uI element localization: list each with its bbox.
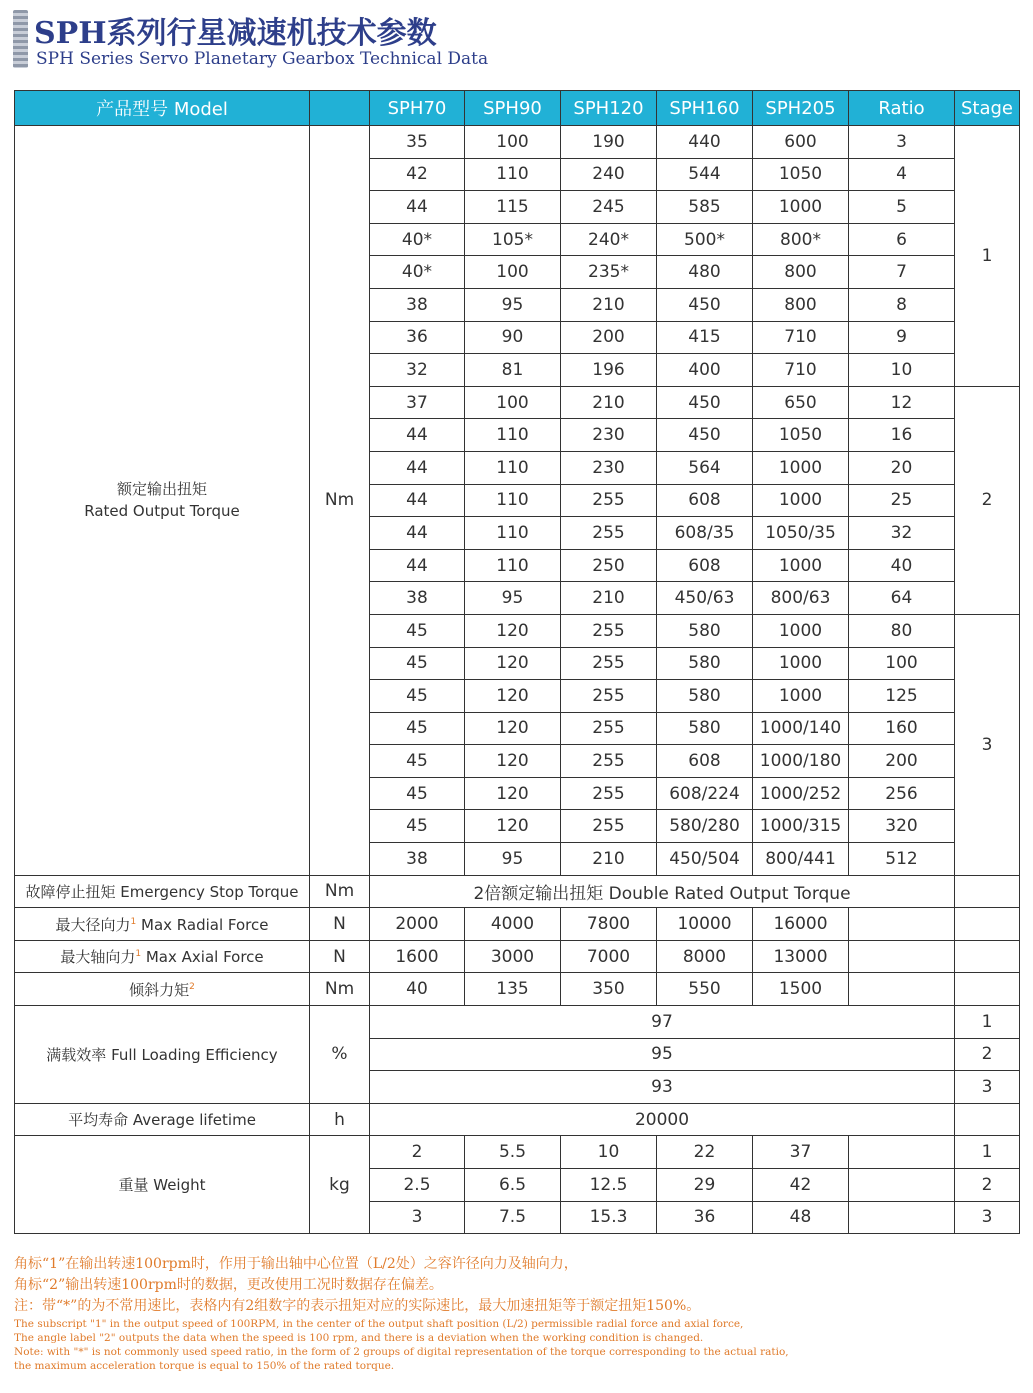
empty-cell <box>849 1136 955 1169</box>
table-cell: 2000 <box>370 908 465 941</box>
table-cell: 29 <box>657 1169 753 1202</box>
table-cell: 45 <box>370 647 465 680</box>
table-cell: 256 <box>849 777 955 810</box>
radial-superscript: 1 <box>130 916 137 927</box>
table-cell: 45 <box>370 810 465 843</box>
table-cell: 4000 <box>465 908 561 941</box>
table-cell: 40* <box>370 256 465 289</box>
table-row <box>15 973 1020 1006</box>
table-cell: 160 <box>849 712 955 745</box>
column-header: SPH70 <box>370 91 465 126</box>
table-cell: 40 <box>849 549 955 582</box>
table-cell: 45 <box>370 745 465 778</box>
table-cell: 5 <box>849 191 955 224</box>
table-cell: 36 <box>370 321 465 354</box>
table-cell: 564 <box>657 451 753 484</box>
table-cell: 42 <box>753 1169 849 1202</box>
table-cell: 20 <box>849 451 955 484</box>
empty-cell <box>849 1169 955 1202</box>
rated-torque-label <box>15 126 310 876</box>
table-row <box>15 126 1020 159</box>
table-cell: 95 <box>465 582 561 615</box>
table-cell: 120 <box>465 712 561 745</box>
table-cell: 45 <box>370 712 465 745</box>
unit-cell: % <box>310 1006 370 1104</box>
table-cell: 255 <box>561 680 657 713</box>
table-cell: 240* <box>561 223 657 256</box>
table-cell: 608 <box>657 549 753 582</box>
table-cell: 110 <box>465 158 561 191</box>
note-en-2: The angle label "2" outputs the data when the speed is 100 rpm, and there is a deviation when the working condition is changed. <box>14 1332 704 1344</box>
table-cell: 100 <box>465 126 561 159</box>
table-cell: 44 <box>370 419 465 452</box>
table-cell: 44 <box>370 191 465 224</box>
table-cell: 1000 <box>753 647 849 680</box>
table-cell: 608 <box>657 745 753 778</box>
table-cell: 1050 <box>753 419 849 452</box>
table-cell: 120 <box>465 647 561 680</box>
table-cell: 110 <box>465 484 561 517</box>
table-cell: 1050/35 <box>753 517 849 550</box>
technical-data-table <box>14 90 1020 1234</box>
tilt-superscript: 2 <box>189 981 195 992</box>
table-cell: 320 <box>849 810 955 843</box>
table-row <box>15 875 1020 908</box>
table-cell: 415 <box>657 321 753 354</box>
table-cell: 32 <box>849 517 955 550</box>
table-cell: 13000 <box>753 940 849 973</box>
table-cell: 42 <box>370 158 465 191</box>
table-cell: 6.5 <box>465 1169 561 1202</box>
table-cell: 1000 <box>753 191 849 224</box>
empty-cell <box>955 973 1020 1006</box>
table-cell: 608/35 <box>657 517 753 550</box>
table-cell: 608/224 <box>657 777 753 810</box>
stage-cell: 3 <box>955 614 1020 875</box>
column-header <box>310 91 370 126</box>
table-cell: 40* <box>370 223 465 256</box>
weight-label: 重量 Weight <box>15 1136 310 1234</box>
table-cell: 1000 <box>753 451 849 484</box>
unit-cell: kg <box>310 1136 370 1234</box>
table-cell: 512 <box>849 843 955 876</box>
table-cell: 350 <box>561 973 657 1006</box>
table-cell: 800 <box>753 256 849 289</box>
table-cell: 800* <box>753 223 849 256</box>
table-cell: 255 <box>561 810 657 843</box>
unit-cell: N <box>310 940 370 973</box>
efficiency-value: 93 <box>370 1071 955 1104</box>
tilt-label-cn: 倾斜力矩 <box>129 980 190 999</box>
radial-label-cn: 最大径向力 <box>55 915 131 934</box>
note-en-4: the maximum acceleration torque is equal to 150% of the rated torque. <box>14 1360 395 1372</box>
unit-cell: N <box>310 908 370 941</box>
axial-superscript: 1 <box>135 949 142 960</box>
table-row <box>15 1006 1020 1039</box>
table-cell: 100 <box>849 647 955 680</box>
table-cell: 120 <box>465 614 561 647</box>
table-cell: 22 <box>657 1136 753 1169</box>
table-cell: 105* <box>465 223 561 256</box>
table-cell: 7 <box>849 256 955 289</box>
axial-force-label <box>15 940 310 973</box>
radial-force-label <box>15 908 310 941</box>
table-cell: 210 <box>561 288 657 321</box>
table-cell: 64 <box>849 582 955 615</box>
table-cell: 15.3 <box>561 1201 657 1234</box>
note-cn-1: 角标“1”在输出转速100rpm时，作用于输出轴中心位置（L/2处）之容许径向力及轴向力， <box>14 1256 578 1272</box>
efficiency-label: 满载效率 Full Loading Efficiency <box>15 1006 310 1104</box>
table-cell: 110 <box>465 419 561 452</box>
table-cell: 35 <box>370 126 465 159</box>
table-cell: 210 <box>561 582 657 615</box>
table-cell: 255 <box>561 614 657 647</box>
table-cell: 600 <box>753 126 849 159</box>
table-cell: 608 <box>657 484 753 517</box>
table-cell: 255 <box>561 647 657 680</box>
table-cell: 38 <box>370 582 465 615</box>
table-cell: 110 <box>465 517 561 550</box>
table-cell: 110 <box>465 549 561 582</box>
note-cn-3: 注：带“*”的为不常用速比，表格内有2组数字的表示扭矩对应的实际速比，最大加速扭矩等于额定扭矩150%。 <box>14 1298 701 1314</box>
table-cell: 10000 <box>657 908 753 941</box>
table-cell: 585 <box>657 191 753 224</box>
empty-cell <box>955 875 1020 908</box>
table-cell: 16 <box>849 419 955 452</box>
empty-cell <box>955 908 1020 941</box>
table-cell: 7000 <box>561 940 657 973</box>
table-cell: 1000 <box>753 549 849 582</box>
table-cell: 450 <box>657 288 753 321</box>
column-header: SPH205 <box>753 91 849 126</box>
table-cell: 2 <box>370 1136 465 1169</box>
table-cell: 800/63 <box>753 582 849 615</box>
unit-cell: Nm <box>310 126 370 876</box>
table-cell: 38 <box>370 288 465 321</box>
empty-cell <box>849 908 955 941</box>
table-row <box>15 908 1020 941</box>
table-cell: 95 <box>465 288 561 321</box>
table-cell: 37 <box>370 386 465 419</box>
stage-cell: 2 <box>955 1038 1020 1071</box>
table-cell: 1000 <box>753 614 849 647</box>
table-header-row <box>15 91 1020 126</box>
table-cell: 3 <box>849 126 955 159</box>
stage-cell: 1 <box>955 1136 1020 1169</box>
note-cn-2: 角标“2”输出转速100rpm时的数据，更改使用工况时数据存在偏差。 <box>14 1277 443 1293</box>
stage-cell: 1 <box>955 126 1020 387</box>
tilt-force-label <box>15 973 310 1006</box>
table-cell: 450 <box>657 419 753 452</box>
table-cell: 190 <box>561 126 657 159</box>
table-cell: 37 <box>753 1136 849 1169</box>
table-cell: 255 <box>561 777 657 810</box>
table-cell: 255 <box>561 712 657 745</box>
table-cell: 25 <box>849 484 955 517</box>
efficiency-value: 97 <box>370 1006 955 1039</box>
column-header: SPH160 <box>657 91 753 126</box>
table-cell: 16000 <box>753 908 849 941</box>
table-cell: 550 <box>657 973 753 1006</box>
table-cell: 580 <box>657 614 753 647</box>
table-cell: 125 <box>849 680 955 713</box>
table-cell: 44 <box>370 451 465 484</box>
table-cell: 44 <box>370 517 465 550</box>
table-cell: 1050 <box>753 158 849 191</box>
table-cell: 255 <box>561 484 657 517</box>
table-cell: 235* <box>561 256 657 289</box>
table-cell: 120 <box>465 777 561 810</box>
stage-cell: 1 <box>955 1006 1020 1039</box>
table-cell: 8 <box>849 288 955 321</box>
table-cell: 48 <box>753 1201 849 1234</box>
table-cell: 95 <box>465 843 561 876</box>
table-cell: 450 <box>657 386 753 419</box>
table-cell: 200 <box>849 745 955 778</box>
table-cell: 44 <box>370 549 465 582</box>
empty-cell <box>849 1201 955 1234</box>
table-cell: 580/280 <box>657 810 753 843</box>
unit-cell: Nm <box>310 973 370 1006</box>
table-cell: 45 <box>370 777 465 810</box>
table-cell: 210 <box>561 386 657 419</box>
table-cell: 196 <box>561 354 657 387</box>
table-cell: 40 <box>370 973 465 1006</box>
stage-cell: 2 <box>955 1169 1020 1202</box>
rated-torque-label-cn: 额定输出扭矩 <box>116 480 207 499</box>
table-cell: 110 <box>465 451 561 484</box>
table-cell: 7.5 <box>465 1201 561 1234</box>
table-cell: 1600 <box>370 940 465 973</box>
page-header <box>0 0 1033 80</box>
table-cell: 3000 <box>465 940 561 973</box>
table-cell: 80 <box>849 614 955 647</box>
table-cell: 544 <box>657 158 753 191</box>
unit-cell: Nm <box>310 875 370 908</box>
table-row <box>15 1103 1020 1136</box>
table-cell: 210 <box>561 843 657 876</box>
table-cell: 32 <box>370 354 465 387</box>
table-cell: 12.5 <box>561 1169 657 1202</box>
column-header: Stage <box>955 91 1020 126</box>
table-cell: 580 <box>657 647 753 680</box>
table-cell: 580 <box>657 712 753 745</box>
table-cell: 245 <box>561 191 657 224</box>
empty-cell <box>849 940 955 973</box>
table-cell: 12 <box>849 386 955 419</box>
table-cell: 710 <box>753 354 849 387</box>
table-cell: 44 <box>370 484 465 517</box>
table-cell: 580 <box>657 680 753 713</box>
footnotes <box>14 1254 1019 1373</box>
lifetime-label: 平均寿命 Average lifetime <box>15 1103 310 1136</box>
table-cell: 400 <box>657 354 753 387</box>
efficiency-value: 95 <box>370 1038 955 1071</box>
table-cell: 800 <box>753 288 849 321</box>
table-cell: 800/441 <box>753 843 849 876</box>
table-cell: 1000/180 <box>753 745 849 778</box>
note-en-3: Note: with "*" is not commonly used speed ratio, in the form of 2 groups of digital representation of the torque corresponding to the actual ratio, <box>14 1346 789 1358</box>
table-cell: 4 <box>849 158 955 191</box>
table-cell: 255 <box>561 517 657 550</box>
column-header: Ratio <box>849 91 955 126</box>
table-cell: 3 <box>370 1201 465 1234</box>
table-cell: 120 <box>465 810 561 843</box>
table-cell: 1000 <box>753 680 849 713</box>
table-cell: 38 <box>370 843 465 876</box>
table-cell: 100 <box>465 386 561 419</box>
stage-cell: 3 <box>955 1071 1020 1104</box>
column-header: SPH90 <box>465 91 561 126</box>
emergency-stop-value: 2倍额定输出扭矩 Double Rated Output Torque <box>370 875 955 908</box>
page-title-cn: SPH系列行星减速机技术参数 <box>34 16 437 51</box>
table-cell: 120 <box>465 745 561 778</box>
table-cell: 450/63 <box>657 582 753 615</box>
table-cell: 120 <box>465 680 561 713</box>
table-cell: 710 <box>753 321 849 354</box>
table-cell: 36 <box>657 1201 753 1234</box>
unit-cell: h <box>310 1103 370 1136</box>
table-cell: 500* <box>657 223 753 256</box>
empty-cell <box>955 940 1020 973</box>
table-cell: 8000 <box>657 940 753 973</box>
lifetime-value: 20000 <box>370 1103 955 1136</box>
header-decoration <box>13 10 28 68</box>
column-header: SPH120 <box>561 91 657 126</box>
radial-label-en: Max Radial Force <box>141 915 269 934</box>
table-cell: 7800 <box>561 908 657 941</box>
table-cell: 255 <box>561 745 657 778</box>
note-en-1: The subscript "1" in the output speed of 100RPM, in the center of the output shaft position (L/2) permissible radial force and axial force, <box>14 1318 744 1330</box>
table-cell: 45 <box>370 614 465 647</box>
rated-torque-label-en: Rated Output Torque <box>84 502 240 521</box>
table-cell: 100 <box>465 256 561 289</box>
table-cell: 10 <box>561 1136 657 1169</box>
table-cell: 6 <box>849 223 955 256</box>
table-cell: 5.5 <box>465 1136 561 1169</box>
axial-label-en: Max Axial Force <box>145 948 264 967</box>
table-cell: 90 <box>465 321 561 354</box>
table-cell: 250 <box>561 549 657 582</box>
table-cell: 440 <box>657 126 753 159</box>
table-row <box>15 1136 1020 1169</box>
table-cell: 240 <box>561 158 657 191</box>
table-cell: 1000/252 <box>753 777 849 810</box>
table-cell: 81 <box>465 354 561 387</box>
empty-cell <box>955 1103 1020 1136</box>
table-cell: 135 <box>465 973 561 1006</box>
table-cell: 1000/140 <box>753 712 849 745</box>
table-row <box>15 940 1020 973</box>
table-cell: 1000 <box>753 484 849 517</box>
table-cell: 45 <box>370 680 465 713</box>
table-cell: 1000/315 <box>753 810 849 843</box>
table-cell: 450/504 <box>657 843 753 876</box>
table-cell: 200 <box>561 321 657 354</box>
empty-cell <box>849 973 955 1006</box>
axial-label-cn: 最大轴向力 <box>60 948 136 967</box>
table-cell: 9 <box>849 321 955 354</box>
table-cell: 480 <box>657 256 753 289</box>
table-cell: 650 <box>753 386 849 419</box>
stage-cell: 2 <box>955 386 1020 614</box>
emergency-stop-label: 故障停止扭矩 Emergency Stop Torque <box>15 875 310 908</box>
stage-cell: 3 <box>955 1201 1020 1234</box>
table-cell: 1500 <box>753 973 849 1006</box>
table-cell: 230 <box>561 419 657 452</box>
table-cell: 115 <box>465 191 561 224</box>
page-title-en: SPH Series Servo Planetary Gearbox Technical Data <box>36 49 489 69</box>
table-cell: 230 <box>561 451 657 484</box>
column-header: 产品型号 Model <box>15 91 310 126</box>
table-cell: 2.5 <box>370 1169 465 1202</box>
table-cell: 10 <box>849 354 955 387</box>
